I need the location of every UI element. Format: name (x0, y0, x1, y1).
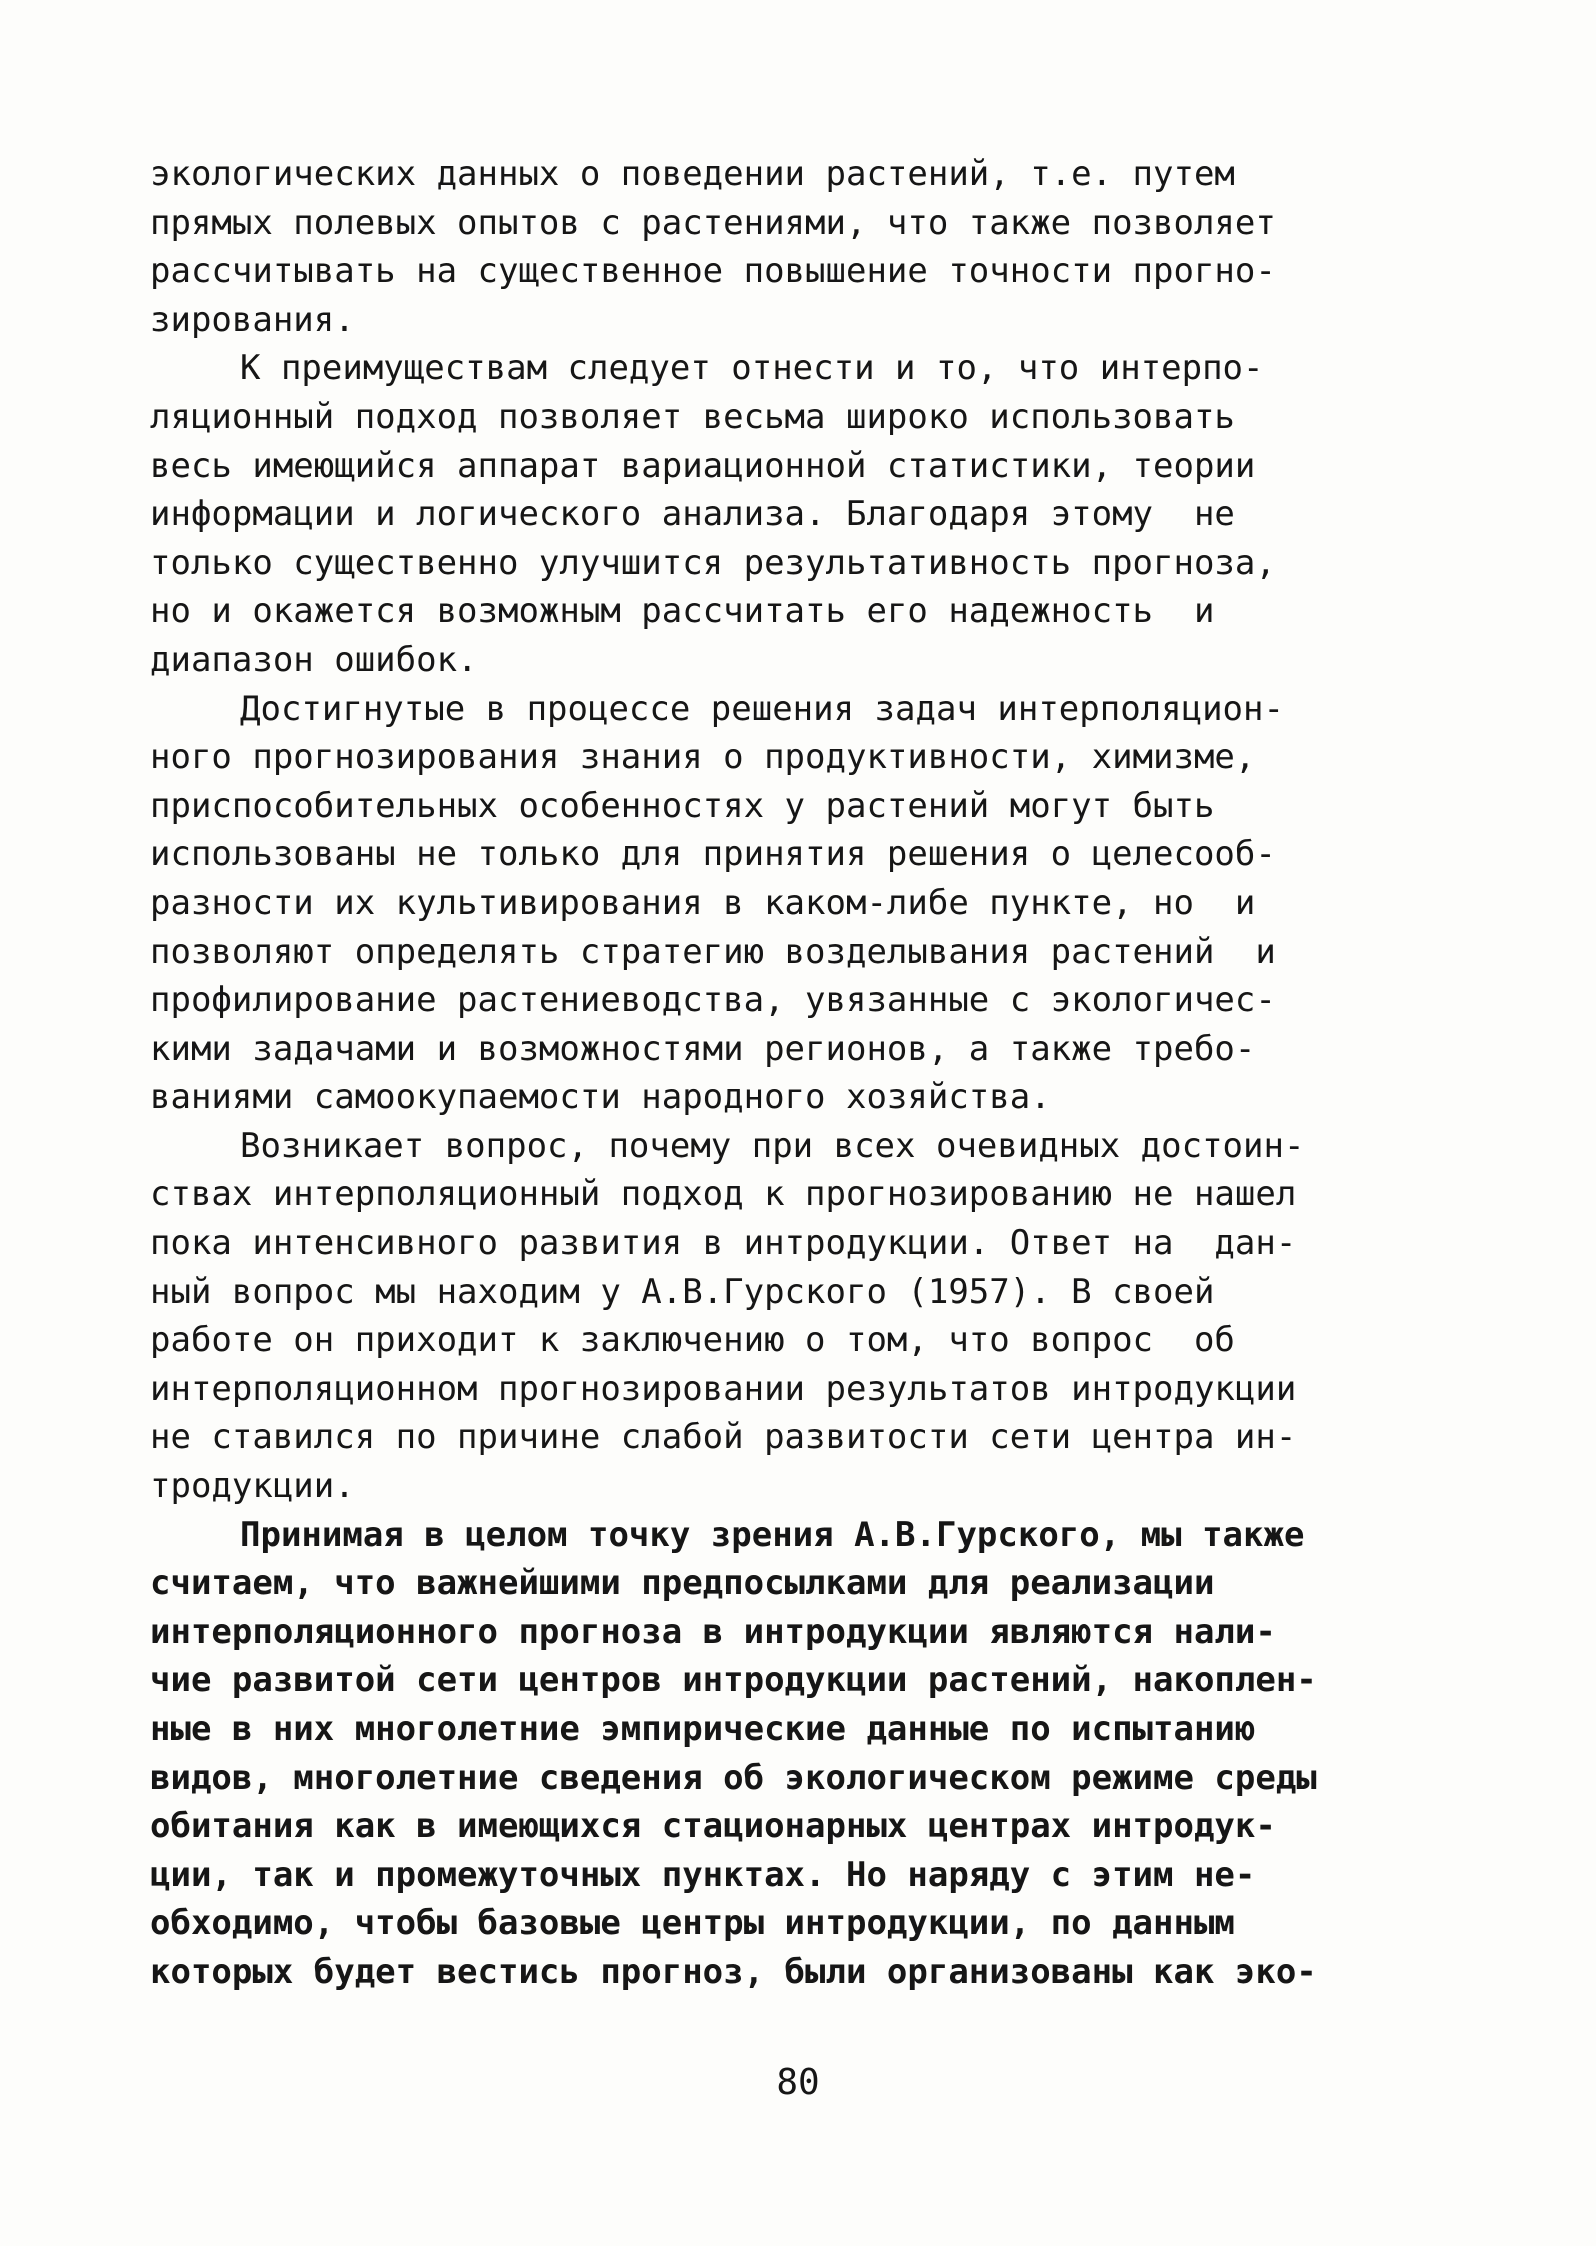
text-line: Возникает вопрос, почему при всех очевидных достоин- (240, 1125, 1305, 1166)
text-line: но и окажется возможным рассчитать его надежность и (150, 591, 1215, 632)
text-line: весь имеющийся аппарат вариационной статистики, теории (150, 445, 1256, 486)
paragraph (150, 150, 1450, 344)
document-body (150, 150, 1450, 1997)
text-line: зирования. (150, 299, 355, 340)
text-line: К преимуществам следует отнести и то, что интерпо- (240, 348, 1264, 389)
text-line: диапазон ошибок. (150, 639, 478, 680)
paragraph (150, 1511, 1450, 1997)
text-line: Принимая в целом точку зрения А.В.Гурского, мы также (240, 1514, 1305, 1555)
text-line: интерполяционном прогнозировании результатов интродукции (150, 1368, 1297, 1409)
text-line: которых будет вестись прогноз, были организованы как эко- (150, 1951, 1317, 1992)
text-line: обходимо, чтобы базовые центры интродукции, по данным (150, 1903, 1235, 1944)
text-line: ные в них многолетние эмпирические данные по испытанию (150, 1709, 1256, 1749)
text-line: интерполяционного прогноза в интродукции являются нали- (150, 1611, 1276, 1652)
text-line: использованы не только для принятия решения о целесооб- (150, 834, 1276, 875)
paragraph (150, 1122, 1450, 1511)
text-line: позволяют определять стратегию возделывания растений и (150, 931, 1276, 972)
text-line: видов, многолетние сведения об экологическом режиме среды (150, 1757, 1317, 1798)
text-line: только существенно улучшится результативность прогноза, (150, 542, 1276, 583)
text-line: ного прогнозирования знания о продуктивности, химизме, (150, 737, 1256, 778)
text-line: чие развитой сети центров интродукции растений, накоплен- (150, 1660, 1317, 1701)
paragraph (150, 685, 1450, 1122)
text-line: считаем, что важнейшими предпосылками для реализации (150, 1563, 1215, 1604)
text-line: кими задачами и возможностями регионов, а также требо- (150, 1028, 1256, 1069)
text-line: обитания как в имеющихся стационарных центрах интродук- (150, 1806, 1276, 1847)
text-line: ствах интерполяционный подход к прогнозированию не нашел (150, 1174, 1297, 1215)
paragraph (150, 344, 1450, 684)
text-line: информации и логического анализа. Благодаря этому не (150, 494, 1235, 535)
text-line: ный вопрос мы находим у А.В.Гурского (1957). В своей (150, 1271, 1215, 1312)
text-line: разности их культивирования в каком-либе пункте, но и (150, 882, 1256, 923)
text-line: приспособительных особенностях у растений могут быть (150, 785, 1215, 826)
text-line: ции, так и промежуточных пунктах. Но наряду с этим не- (150, 1854, 1256, 1895)
text-line: экологических данных о поведении растений, т.е. путем (150, 154, 1235, 194)
text-line: прямых полевых опытов с растениями, что также позволяет (150, 202, 1276, 243)
text-line: профилирование растениеводства, увязанные с экологичес- (150, 980, 1276, 1021)
text-line: ваниями самоокупаемости народного хозяйства. (150, 1077, 1051, 1118)
text-line: ляционный подход позволяет весьма широко использовать (150, 396, 1235, 437)
text-line: Достигнутые в процессе решения задач интерполяцион- (240, 688, 1284, 729)
text-line: пока интенсивного развития в интродукции. Ответ на дан- (150, 1223, 1297, 1264)
text-line: не ставился по причине слабой развитости сети центра ин- (150, 1417, 1297, 1458)
page-number: 80 (776, 2062, 820, 2103)
text-line: работе он приходит к заключению о том, что вопрос об (150, 1320, 1235, 1361)
text-line: тродукции. (150, 1466, 355, 1507)
text-line: рассчитывать на существенное повышение точности прогно- (150, 251, 1276, 292)
